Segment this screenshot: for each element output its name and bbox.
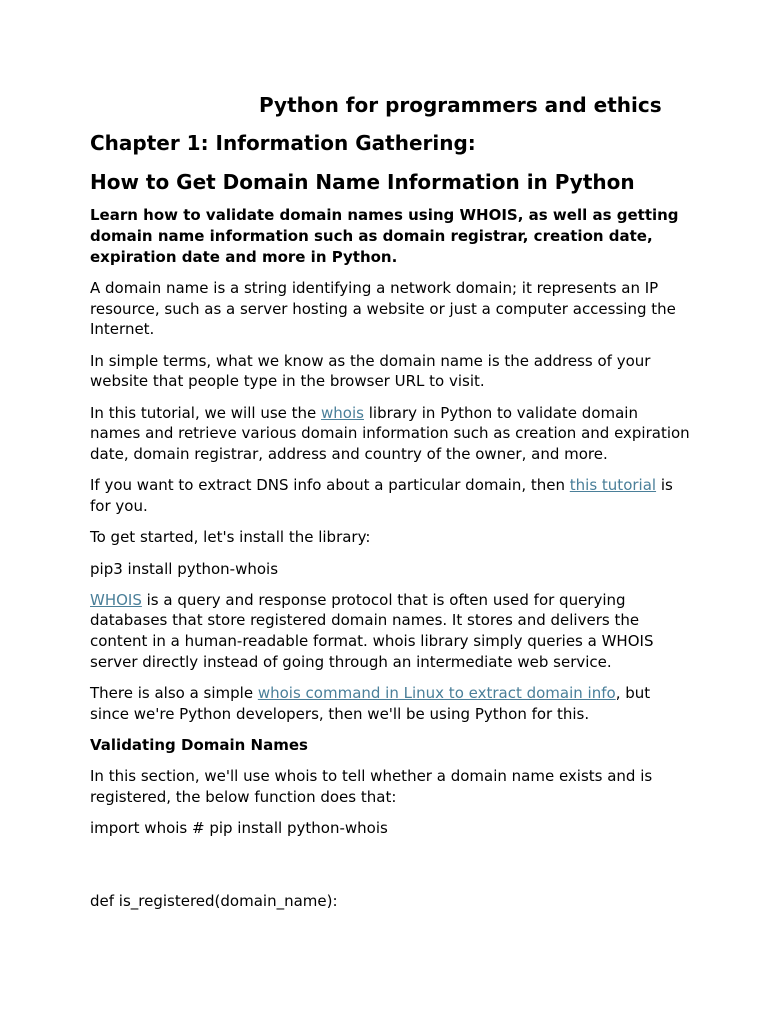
article-body [90, 205, 690, 922]
whois-protocol-link[interactable]: WHOIS [90, 590, 142, 609]
text-span: In this tutorial, we will use the [90, 403, 322, 422]
text-span: There is also a simple [90, 684, 258, 703]
whois-library-link[interactable]: whois [321, 403, 364, 422]
text-span: , but since we're Python developers, then we'll be using Python for this. [90, 684, 651, 724]
paragraph-validation-intro: In this section, we'll use whois to tell whether a domain name exists and is registered, the below function does that: [90, 767, 653, 807]
paragraph-get-started: To get started, let's install the library: [90, 528, 371, 547]
paragraph-domain-definition: A domain name is a string identifying a network domain; it represents an IP resource, such as a server hosting a website or just a computer accessing the Internet. [90, 278, 676, 339]
paragraph-whois-protocol [90, 590, 690, 673]
paragraph-linux-command [90, 683, 690, 725]
text-span: library in Python to validate domain names and retrieve various domain information such as creation and expiration date, domain registrar, address and country of the owner, and more. [90, 403, 690, 464]
text-span: If you want to extract DNS info about a particular domain, then [90, 476, 570, 495]
install-command: pip3 install python-whois [90, 559, 279, 578]
code-import-line: import whois # pip install python-whois [90, 819, 388, 838]
paragraph-tutorial-intro [90, 403, 690, 465]
lede-paragraph: Learn how to validate domain names using WHOIS, as well as getting domain name information such as domain registrar, creation date, expiration date and more in Python. [90, 206, 679, 266]
paragraph-simple-terms: In simple terms, what we know as the domain name is the address of your website that people type in the browser URL to visit. [90, 351, 651, 391]
dns-tutorial-link[interactable]: this tutorial [569, 476, 657, 495]
section-heading: Validating Domain Names [90, 736, 308, 755]
paragraph-dns-info [90, 475, 690, 517]
chapter-heading: Chapter 1: Information Gathering: [90, 131, 476, 155]
text-span: is for you. [90, 476, 673, 516]
linux-whois-command-link[interactable]: whois command in Linux to extract domain info [257, 684, 616, 703]
article-title: How to Get Domain Name Information in Python [90, 170, 635, 194]
blank-line [90, 850, 690, 891]
code-def-line: def is_registered(domain_name): [90, 891, 338, 910]
text-span: is a query and response protocol that is often used for querying databases that store registered domain names. It stores and delivers the content in a human-readable format. whois library simply queries a WHOIS server directly instead of going through an intermediate web service. [90, 590, 654, 672]
document-title: Python for programmers and ethics [259, 93, 662, 117]
